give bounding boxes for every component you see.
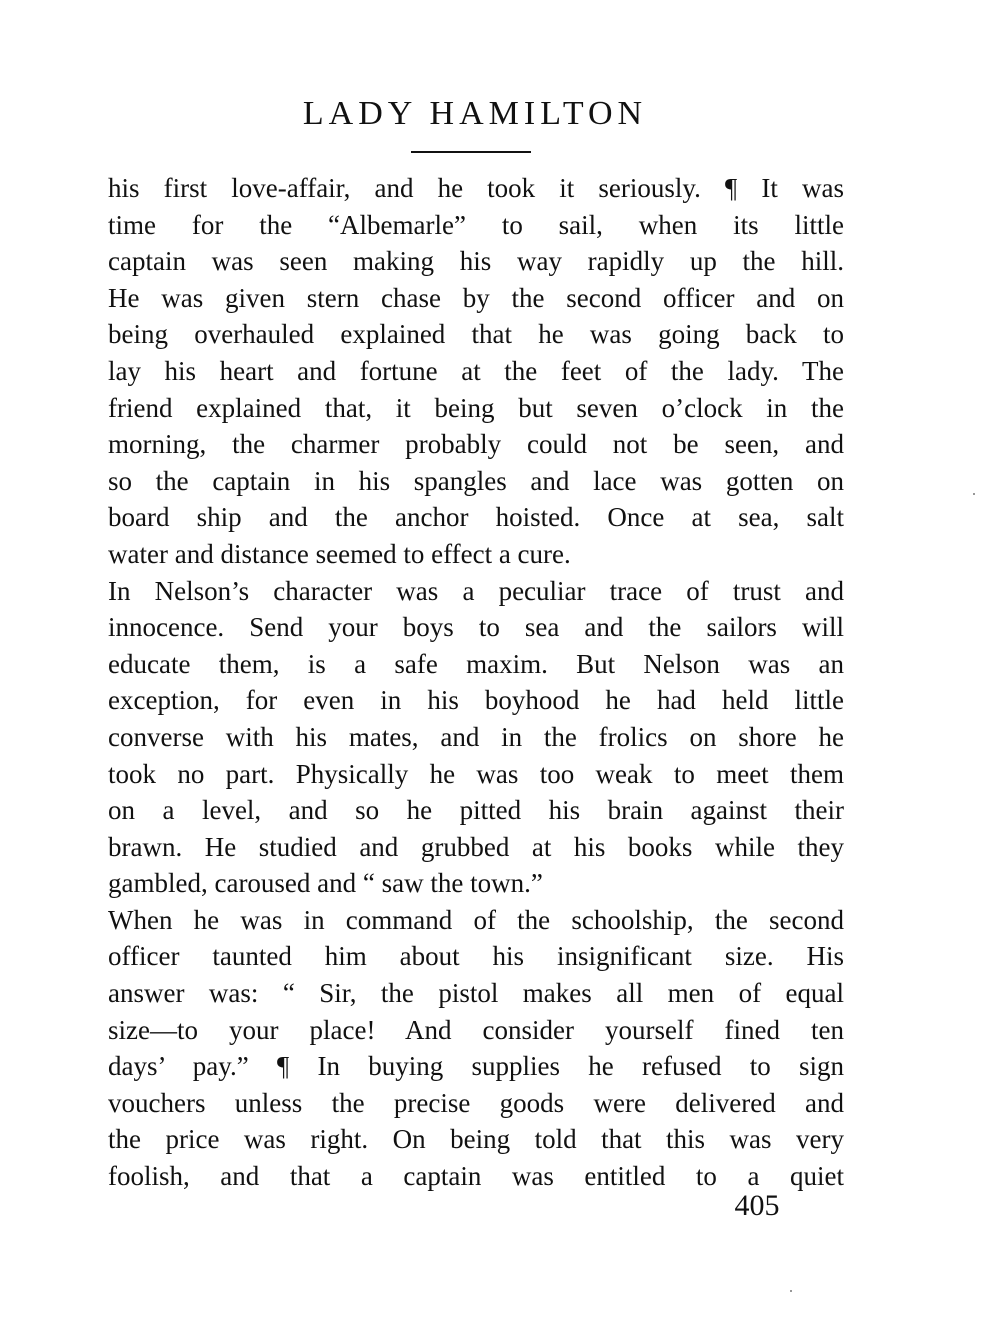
text-line: educate them, is a safe maxim. But Nelson was an [108, 648, 844, 679]
text-line: days’ pay.” ¶ In buying supplies he refused to sign [108, 1051, 844, 1082]
text-line: his first love-affair, and he took it seriously. ¶ It was [108, 173, 844, 203]
text-line: lay his heart and fortune at the feet of the lady. The [108, 355, 844, 386]
text-line: water and distance seemed to effect a cure. [108, 538, 571, 569]
text-line: size—to your place! And consider yourself fined ten [108, 1014, 844, 1045]
text-line: friend explained that, it being but seven o’clock in the [108, 392, 844, 423]
page-number: 405 [734, 1189, 780, 1222]
text-line: time for the “Albemarle” to sail, when its little [108, 209, 844, 240]
text-line: board ship and the anchor hoisted. Once at sea, salt [108, 502, 844, 533]
text-line: He was given stern chase by the second officer and on [108, 282, 844, 313]
text-line: brawn. He studied and grubbed at his books while they [108, 831, 844, 862]
text-line: being overhauled explained that he was going back to [108, 319, 844, 350]
text-line: gambled, caroused and “ saw the town.” [108, 868, 543, 899]
running-head-title: LADY HAMILTON [302, 95, 648, 132]
text-line: In Nelson’s character was a peculiar trace of trust and [108, 575, 844, 606]
scan-speck [790, 1290, 792, 1292]
text-line: When he was in command of the schoolship, the second [108, 904, 844, 935]
text-line: morning, the charmer probably could not be seen, and [108, 429, 844, 460]
text-line: took no part. Physically he was too weak to meet them [108, 758, 844, 789]
text-line: officer taunted him about his insignificant size. His [108, 941, 844, 972]
body-text [108, 170, 844, 1195]
text-line: innocence. Send your boys to sea and the sailors will [108, 612, 844, 643]
scan-speck [973, 493, 975, 495]
text-line: so the captain in his spangles and lace was gotten on [108, 465, 844, 496]
text-line: the price was right. On being told that this was very [108, 1124, 844, 1155]
text-line: foolish, and that a captain was entitled to a quiet [108, 1161, 844, 1192]
text-line: vouchers unless the precise goods were delivered and [108, 1087, 844, 1118]
text-line: converse with his mates, and in the frolics on shore he [108, 721, 844, 752]
header-rule [411, 151, 531, 153]
text-line: answer was: “ Sir, the pistol makes all men of equal [108, 978, 844, 1009]
text-line: captain was seen making his way rapidly up the hill. [108, 246, 844, 277]
text-line: exception, for even in his boyhood he had held little [108, 685, 844, 716]
text-line: on a level, and so he pitted his brain against their [108, 795, 844, 826]
